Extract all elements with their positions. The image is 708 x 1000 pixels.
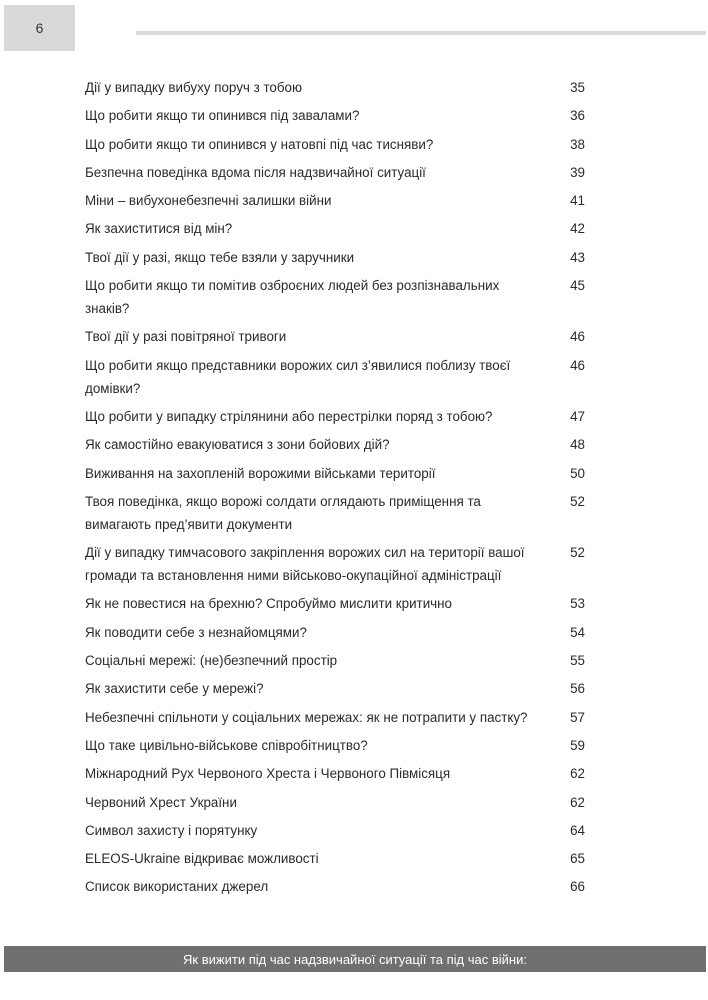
toc-entry-title: Міни – вибухонебезпечні залишки війни [85,193,332,209]
toc-entry[interactable] [85,354,585,400]
toc-entry-page: 35 [570,80,585,95]
page-number: 6 [35,20,44,36]
toc-entry-title: Безпечна поведінка вдома після надзвичайної ситуації [85,164,426,180]
toc-entry[interactable] [85,246,585,269]
toc-entry[interactable] [85,592,585,615]
toc-entry-page: 62 [570,794,585,810]
toc-entry-title: Що робити якщо ти опинився у натовпі під час тисняви? [85,136,434,152]
toc-entry[interactable] [85,677,585,700]
toc-entry-page: 56 [570,681,585,697]
toc-entry-page: 57 [570,709,585,725]
toc-entry-title: Список використаних джерел [85,879,269,895]
toc-entry[interactable] [85,875,585,898]
toc-entry-page: 43 [570,249,585,265]
toc-entry[interactable] [85,706,585,729]
page-number-box [4,5,75,51]
toc-entry-title: ELEOS-Ukraine відкриває можливості [85,851,319,867]
toc-entry[interactable] [85,325,585,348]
toc-entry-page: 53 [570,596,585,612]
toc-entry-title: Що робити якщо представники ворожих сил з’явилися поблизу твоєї домівки? [85,357,511,396]
toc-entry[interactable] [85,621,585,644]
toc-entry-page: 59 [570,737,585,753]
toc-entry[interactable] [85,76,585,99]
footer-bar [4,946,706,972]
toc-entry-page: 62 [570,766,585,782]
toc-entry-title: Червоний Хрест України [85,794,237,810]
toc-entry-title: Як захистити себе у мережі? [85,681,264,697]
toc-entry-title: Символ захисту і порятунку [85,822,258,838]
toc-entry-title: Твоя поведінка, якщо ворожі солдати оглядають приміщення та вимагають пред’явити документи [85,493,481,532]
toc-entry[interactable] [85,133,585,156]
toc-entry[interactable] [85,791,585,814]
toc-entry[interactable] [85,762,585,785]
toc-entry-page: 46 [570,329,585,345]
toc-entry[interactable] [85,541,585,587]
toc-entry-page: 39 [570,164,585,180]
toc-entry[interactable] [85,217,585,240]
toc-entry[interactable] [85,819,585,842]
toc-entry-page: 50 [570,465,585,481]
toc-entry-title: Твої дії у разі повітряної тривоги [85,329,287,345]
toc-entry-page: 36 [570,108,585,124]
toc-entry-page: 65 [570,851,585,867]
toc-entry-page: 46 [570,357,585,373]
toc-entry-title: Твої дії у разі, якщо тебе взяли у заручники [85,249,355,265]
toc-entry-page: 52 [570,493,585,509]
toc-entry-title: Що робити у випадку стрілянини або перестрілки поряд з тобою? [85,408,493,424]
toc-entry-title: Міжнародний Рух Червоного Хреста і Червоного Півмісяця [85,766,451,782]
table-of-contents [85,76,585,904]
toc-entry-page: 52 [570,545,585,561]
toc-entry-page: 47 [570,408,585,424]
toc-entry[interactable] [85,847,585,870]
toc-entry-page: 54 [570,624,585,640]
toc-entry-title: Як захиститися від мін? [85,221,233,237]
toc-entry[interactable] [85,161,585,184]
toc-entry-title: Як самостійно евакуюватися з зони бойових дій? [85,437,390,453]
toc-entry-page: 66 [570,879,585,895]
toc-entry-title: Як не повестися на брехню? Спробуймо мислити критично [85,596,452,612]
toc-entry[interactable] [85,405,585,428]
footer-title: Як вижити під час надзвичайної ситуації та під час війни: [183,951,527,967]
toc-entry-title: Виживання на захопленій ворожими військами території [85,465,436,481]
toc-entry[interactable] [85,462,585,485]
toc-entry-page: 38 [570,136,585,152]
toc-entry-title: Дії у випадку вибуху поруч з тобою [85,80,303,95]
toc-entry-page: 45 [570,278,585,294]
toc-entry-title: Що робити якщо ти помітив озброєних людей без розпізнавальних знаків? [85,278,500,317]
header-rule [136,31,706,35]
toc-entry[interactable] [85,734,585,757]
toc-entry-title: Дії у випадку тимчасового закріплення ворожих сил на території вашої громади та встановлення ними військово-окупаційної адміністрації [85,545,525,584]
toc-entry[interactable] [85,433,585,456]
toc-entry-page: 41 [570,193,585,209]
toc-entry[interactable] [85,490,585,536]
toc-entry-title: Небезпечні спільноти у соціальних мережах: як не потрапити у пастку? [85,709,528,725]
toc-entry-page: 42 [570,221,585,237]
toc-entry[interactable] [85,274,585,320]
toc-entry[interactable] [85,189,585,212]
toc-entry-page: 55 [570,653,585,669]
toc-entry-page: 64 [570,822,585,838]
toc-entry-title: Соціальні мережі: (не)безпечний простір [85,653,338,669]
toc-entry[interactable] [85,104,585,127]
toc-entry-page: 48 [570,437,585,453]
toc-entry-title: Що робити якщо ти опинився під завалами? [85,108,360,124]
toc-entry-title: Що таке цивільно-військове співробітництво? [85,737,368,753]
toc-entry[interactable] [85,649,585,672]
toc-entry-title: Як поводити себе з незнайомцями? [85,624,307,640]
